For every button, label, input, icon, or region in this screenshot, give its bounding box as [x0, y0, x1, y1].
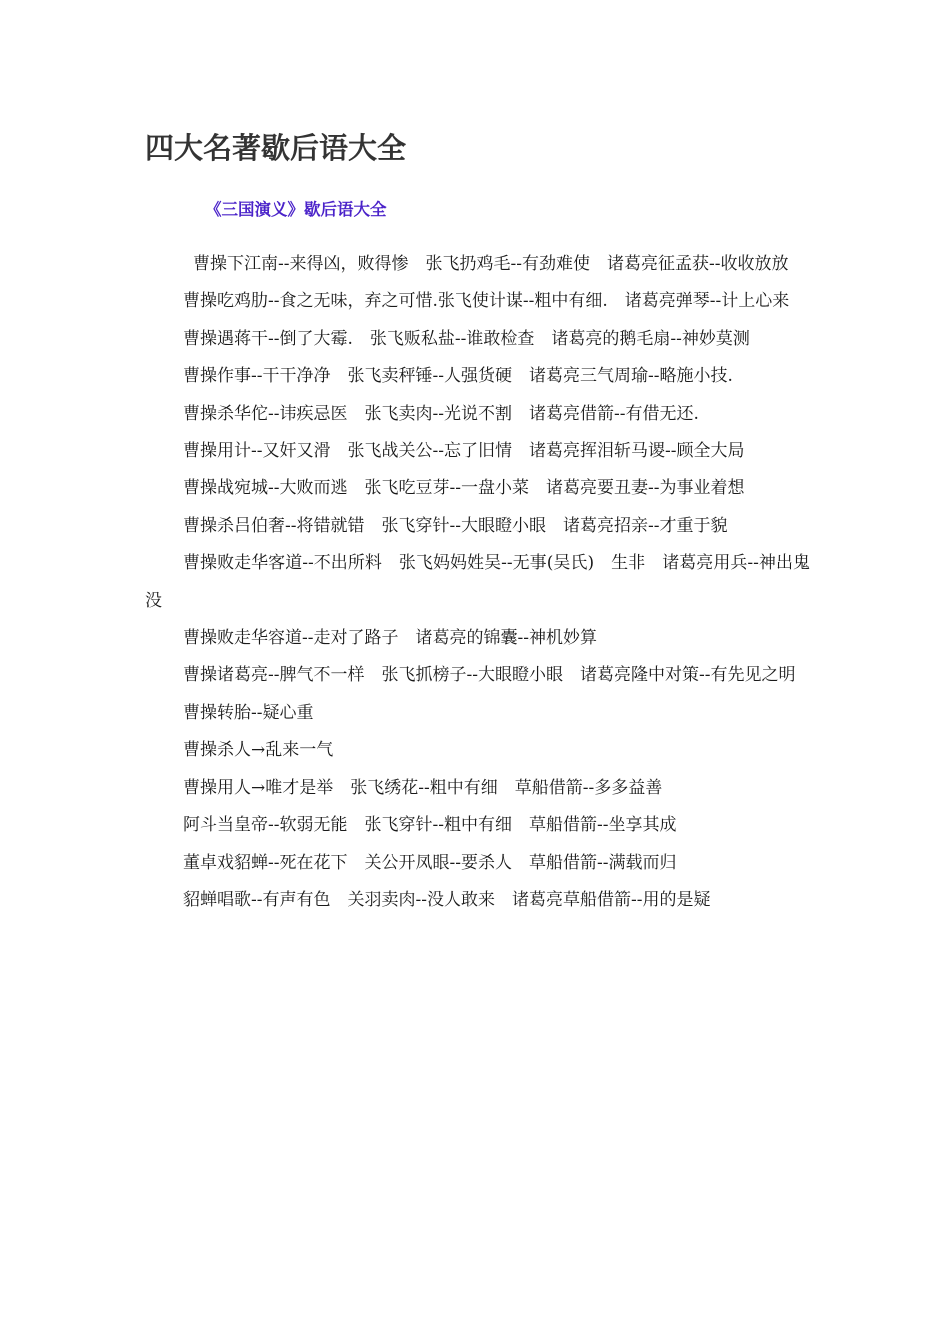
document-title: 四大名著歇后语大全	[145, 131, 407, 165]
paragraph: 阿斗当皇帝--软弱无能 张飞穿针--粗中有细 草船借箭--坐享其成	[183, 815, 677, 836]
paragraph: 曹操作事--干干净净 张飞卖秤锤--人强货硬 诸葛亮三气周瑜--略施小技.	[183, 366, 733, 387]
paragraph: 曹操用人→唯才是举 张飞绣花--粗中有细 草船借箭--多多益善	[183, 777, 663, 798]
paragraph: 曹操战宛城--大败而逃 张飞吃豆芽--一盘小菜 诸葛亮要丑妻--为事业着想	[183, 478, 745, 499]
section-title: 《三国演义》歇后语大全	[205, 200, 387, 219]
paragraph: 曹操败走华客道--不出所料 张飞妈妈姓吴--无事(吴氏) 生非 诸葛亮用兵--神出鬼没	[145, 553, 810, 611]
paragraph: 曹操杀华佗--讳疾忌医 张飞卖肉--光说不割 诸葛亮借箭--有借无还.	[183, 403, 699, 424]
paragraph: 曹操败走华容道--走对了路子 诸葛亮的锦囊--神机妙算	[183, 628, 597, 649]
paragraph: 董卓戏貂蝉--死在花下 关公开凤眼--要杀人 草船借箭--满载而归	[183, 852, 677, 873]
paragraph: 曹操诸葛亮--脾气不一样 张飞抓榜子--大眼瞪小眼 诸葛亮隆中对策--有先见之明	[183, 665, 796, 686]
document-body	[145, 246, 810, 919]
paragraph: 曹操下江南--来得凶，败得惨 张飞扔鸡毛--有劲难使 诸葛亮征孟获--收收放放	[193, 254, 789, 274]
paragraph: 曹操遇蒋干--倒了大霉. 张飞贩私盐--谁敢检查 诸葛亮的鹅毛扇--神妙莫测	[183, 328, 750, 349]
paragraph: 曹操转胎--疑心重	[183, 702, 314, 723]
paragraph: 曹操用计--又奸又滑 张飞战关公--忘了旧情 诸葛亮挥泪斩马谡--顾全大局	[183, 441, 745, 462]
paragraph: 貂蝉唱歌--有声有色 关羽卖肉--没人敢来 诸葛亮草船借箭--用的是疑	[183, 889, 711, 910]
paragraph: 曹操吃鸡肋--食之无味，弃之可惜.张飞使计谋--粗中有细. 诸葛亮弹琴--计上心来	[183, 291, 790, 312]
paragraph: 曹操杀人→乱来一气	[183, 740, 334, 761]
paragraph: 曹操杀吕伯奢--将错就错 张飞穿针--大眼瞪小眼 诸葛亮招亲--才重于貌	[183, 515, 728, 536]
